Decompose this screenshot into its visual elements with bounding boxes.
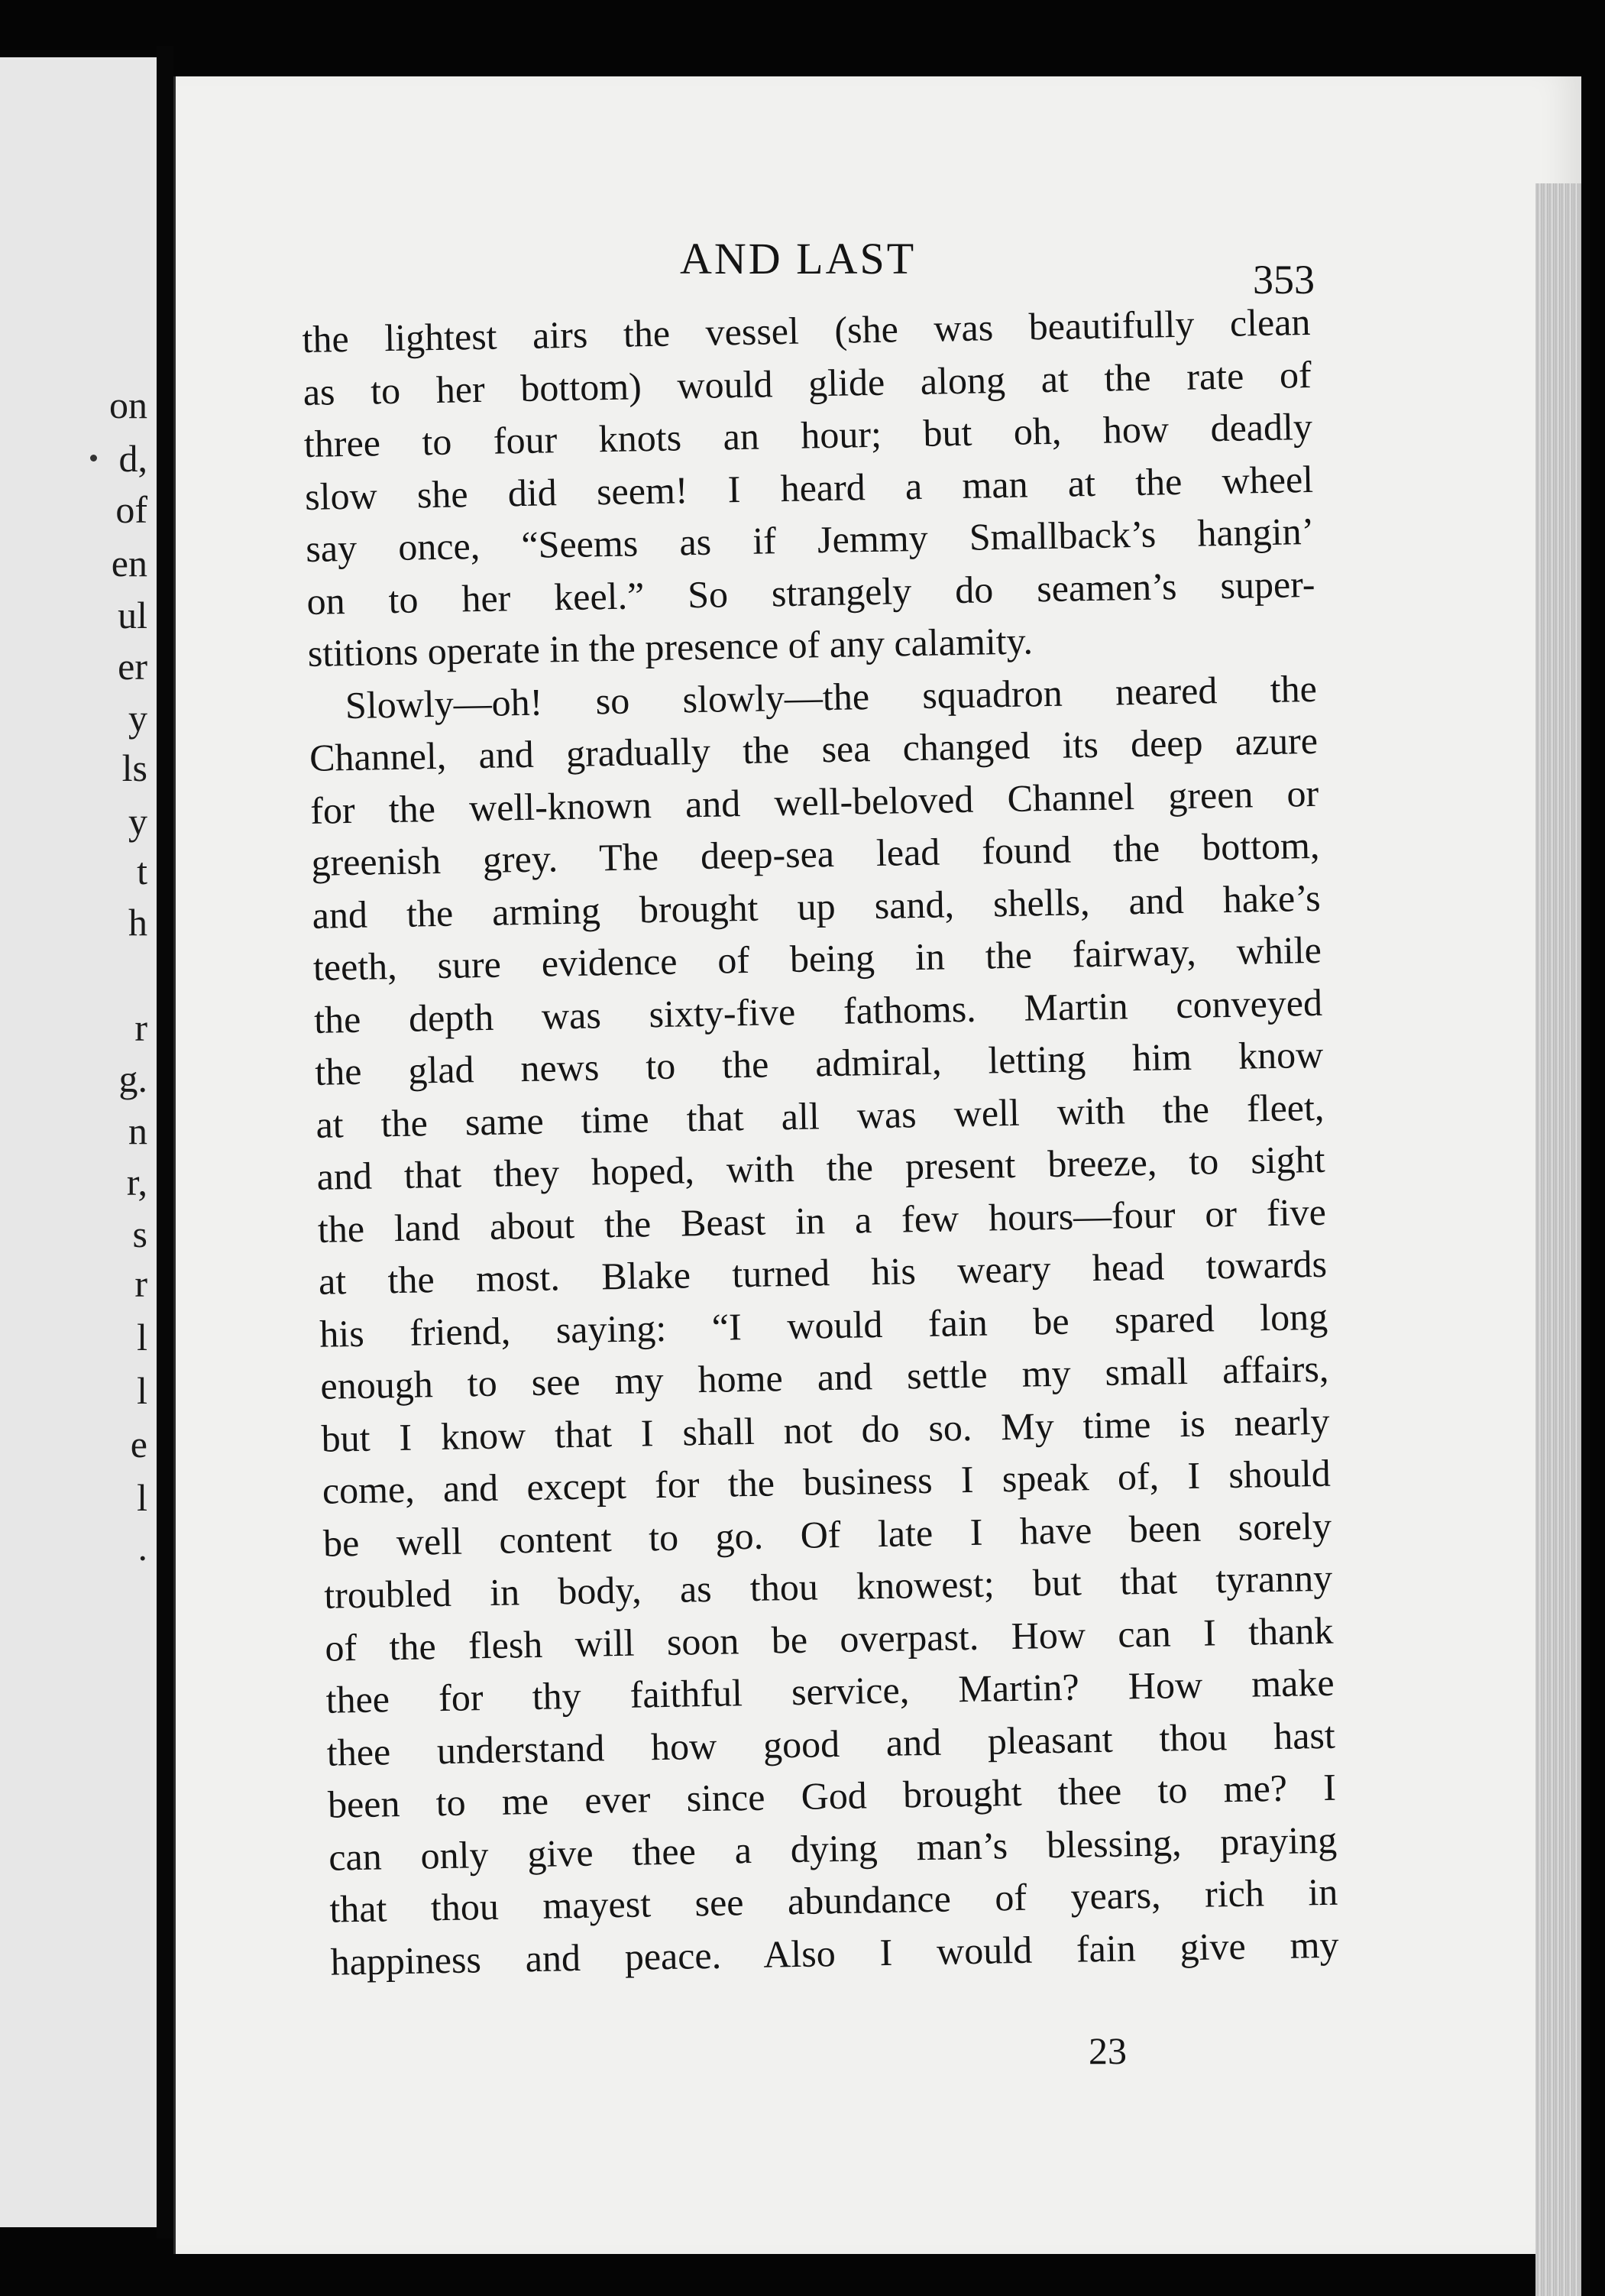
text-line: the land about the Beast in a few hours—four or five xyxy=(317,1190,1327,1251)
text-line: for the well-known and well-beloved Channel green or xyxy=(309,771,1319,832)
left-page-fragment: d, xyxy=(118,437,147,480)
left-page-fragment: y xyxy=(128,697,147,740)
left-page-fragment: l xyxy=(137,1369,147,1412)
text-line: and that they hoped, with the present breeze, to sight xyxy=(316,1137,1326,1198)
text-line: the glad news to the admiral, letting him know xyxy=(314,1032,1324,1093)
left-page-fragment: en xyxy=(111,542,147,585)
previous-page xyxy=(0,57,157,2227)
text-line: his friend, saying: “I would fain be spared long xyxy=(319,1294,1328,1355)
text-line: teeth, sure evidence of being in the fairway, while xyxy=(312,928,1322,989)
text-line: Slowly—oh! so slowly—the squadron neared the xyxy=(345,666,1318,727)
left-page-fragment: er xyxy=(118,645,147,688)
text-line: thee for thy faithful service, Martin? How make xyxy=(325,1660,1335,1721)
ink-speck xyxy=(90,455,97,461)
left-page-fragment: ul xyxy=(118,594,147,636)
left-page-fragment: on xyxy=(109,384,147,426)
text-line: on to her keel.” So strangely do seamen’s super- xyxy=(306,562,1315,623)
text-line: at the same time that all was well with the fleet, xyxy=(315,1085,1325,1146)
left-page-fragment: r xyxy=(134,1262,147,1305)
text-line: enough to see my home and settle my small affairs, xyxy=(320,1346,1329,1407)
text-line: at the most. Blake turned his weary head towards xyxy=(318,1242,1328,1303)
left-page-fragment: l xyxy=(137,1316,147,1358)
text-line: greenish grey. The deep-sea lead found the bottom, xyxy=(311,823,1320,884)
text-line: happiness and peace. Also I would fain give my xyxy=(330,1922,1339,1983)
text-line: stitions operate in the presence of any calamity. xyxy=(307,619,1034,675)
text-line: troubled in body, as thou knowest; but that tyranny xyxy=(323,1556,1333,1617)
text-line: the depth was sixty-five fathoms. Martin conveyed xyxy=(313,980,1323,1041)
text-line: of the flesh will soon be overpast. How can I thank xyxy=(324,1608,1334,1669)
text-line: that thou mayest see abundance of years, rich in xyxy=(328,1870,1338,1931)
left-page-fragment: r xyxy=(134,1006,147,1049)
left-page-fragment: . xyxy=(138,1526,147,1569)
left-page-fragment: r, xyxy=(126,1161,147,1203)
left-page-fragment: l xyxy=(137,1476,147,1519)
signature-mark: 23 xyxy=(1089,2029,1127,2072)
left-page-fragment: n xyxy=(128,1109,147,1152)
body-text xyxy=(302,296,1339,1988)
left-page-fragment: y xyxy=(128,800,147,843)
left-page-fragment: g. xyxy=(118,1057,147,1100)
text-line: been to me ever since God brought thee to me? I xyxy=(327,1765,1337,1826)
text-line: thee understand how good and pleasant thou hast xyxy=(326,1713,1336,1774)
running-head: AND LAST xyxy=(680,234,917,283)
left-page-fragment: h xyxy=(128,901,147,944)
text-line: be well content to go. Of late I have been sorely xyxy=(322,1504,1332,1565)
text-line: slow she did seem! I heard a man at the wheel xyxy=(304,457,1314,518)
text-line: the lightest airs the vessel (she was beautifully clean xyxy=(302,300,1311,361)
text-line: as to her bottom) would glide along at the rate of xyxy=(303,352,1312,413)
book-gutter xyxy=(157,46,173,2239)
left-page-fragment: s xyxy=(132,1213,147,1255)
page-edges xyxy=(1535,183,1581,2296)
text-line: but I know that I shall not do so. My time is nearly xyxy=(321,1399,1330,1460)
text-line: and the arming brought up sand, shells, and hake’s xyxy=(312,876,1322,937)
text-line: say once, “Seems as if Jemmy Smallback’s hangin’ xyxy=(305,509,1315,570)
text-line: three to four knots an hour; but oh, how deadly xyxy=(303,404,1313,465)
text-line: can only give thee a dying man’s blessing, praying xyxy=(328,1818,1338,1879)
left-page-fragment: of xyxy=(115,488,147,531)
left-page-fragment: t xyxy=(137,850,147,892)
left-page-fragment: ls xyxy=(121,746,147,789)
text-line: come, and except for the business I speak of, I should xyxy=(322,1451,1332,1512)
left-page-fragment: e xyxy=(130,1423,147,1465)
text-line: Channel, and gradually the sea changed its deep azure xyxy=(309,718,1319,779)
page-number: 353 xyxy=(1253,257,1315,303)
